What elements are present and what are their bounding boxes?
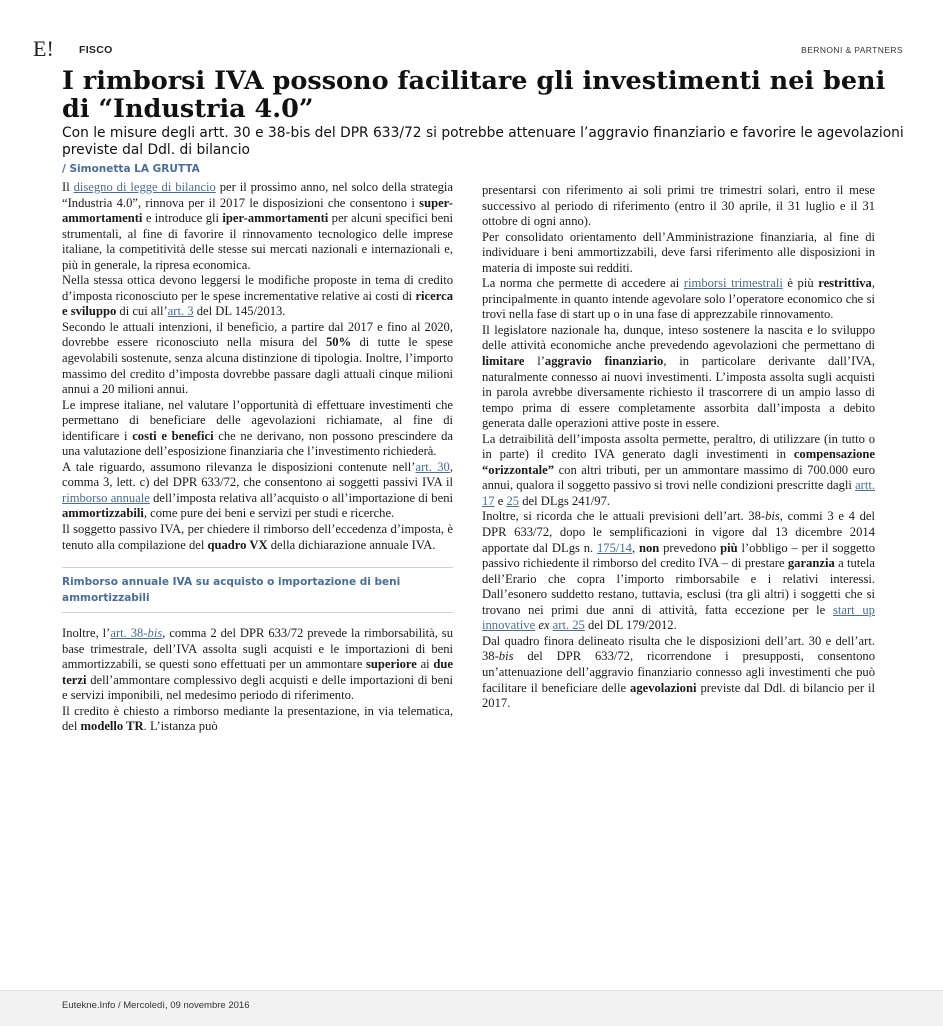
section-label: FISCO [79,44,113,56]
article-author: / Simonetta LA GRUTTA [62,163,200,175]
paragraph: Il legislatore nazionale ha, dunque, inteso sostenere la nascita e lo sviluppo delle attività economiche anche prevedendo agevolazioni che permettano di limitare l’aggravio finanziario, in particolare derivante dall’IVA, naturalmente connesso ai nuovi investimenti. L’imposta assolta sugli acquisti in parola avrebbe diversamente richiesto il trascorrere di un ampio lasso di tempo prima di essere completamente assorbita dall’imposta a debito generata dalle operazioni attive poste in essere. [482,322,875,431]
link-artt-17[interactable]: artt. 17 [482,478,875,508]
paragraph: Il soggetto passivo IVA, per chiedere il rimborso dell’eccedenza d’imposta, è tenuto alla compilazione del quadro VX della dichiarazione annuale IVA. [62,522,453,552]
paragraph: La norma che permette di accedere ai rimborsi trimestrali è più restrittiva, principalmente in quanto intende agevolare solo l’operatore economico che si trovi nella fase di start up o in una fase di apprezzabile rinnovamento. [482,276,875,322]
link-disegno-legge[interactable]: disegno di legge di bilancio [73,180,216,194]
paragraph: Il credito è chiesto a rimborso mediante la presentazione, in via telematica, del modello TR. L’istanza può [62,703,453,734]
article-subtitle: Con le misure degli artt. 30 e 38-bis del DPR 633/72 si potrebbe attenuare l’aggravio finanziario e favorire le agevolazioni previste dal Ddl. di bilancio [62,125,904,158]
link-rimborso-annuale[interactable]: rimborso annuale [62,490,150,505]
paragraph: La detraibilità dell’imposta assolta permette, peraltro, di utilizzare (in tutto o in parte) il credito IVA generato dagli investimenti in compensazione “orizzontale” con altri tributi, per un ammontare massimo di 700.000 euro annui, qualora il soggetto passivo si trovi nelle condizioni prescritte dagli artt. 17 e 25 del DLgs 241/97. [482,431,875,508]
link-175-14[interactable]: 175/14 [597,540,632,555]
link-art-38-bis[interactable]: art. 38-bis [110,626,163,641]
publisher-logo: E! [33,36,54,61]
article-column-left [62,180,453,735]
article-title: I rimborsi IVA possono facilitare gli investimenti nei beni di “Industria 4.0” [62,66,886,124]
paragraph: Secondo le attuali intenzioni, il beneficio, a partire dal 2017 e fino al 2020, dovrebbe essere riconosciuto nella misura del 50% di tutte le spese agevolabili sostenute, senza alcuna distinzione di tipologia. Inoltre, l’importo massimo del credito d’imposta dovrebbe passare dagli attuali cinque milioni annui a 20 milioni annui. [62,319,454,397]
sponsor-label: BERNONI & PARTNERS [801,45,903,55]
paragraph: presentarsi con riferimento ai soli primi tre trimestri solari, entro il mese successivo al periodo di riferimento (entro il 30 aprile, il 31 luglio e il 31 ottobre di ogni anno). [482,183,875,229]
paragraph: Inoltre, si ricorda che le attuali previsioni dell’art. 38-bis, commi 3 e 4 del DPR 633/72, dopo le semplificazioni in vigore dal 13 dicembre 2014 apportate dal DLgs n. 175/14, non prevedono più l’obbligo – per il soggetto passivo richiedente il rimborso del credito IVA – di prestare garanzia a tutela dell’Erario che copra l’importo rimborsabile e i relativi interessi. Dall’esonero suddetto restano, tuttavia, esclusi (tra gli altri) i soggetti che si trovano nei primi due anni di attività, fatta eccezione per le start up innovative ex art. 25 del DL 179/2012. [482,509,876,633]
paragraph: Nella stessa ottica devono leggersi le modifiche proposte in tema di credito d’imposta riconosciuto per le spese incrementative relative ai costi di ricerca e sviluppo di cui all’art. 3 del DL 145/2013. [62,273,453,319]
paragraph: Dal quadro finora delineato risulta che le disposizioni dell’art. 30 e dell’art. 38-bis del DPR 633/72, ricorrendone i presupposti, consentono un’attenuazione dell’aggravio finanziario connesso agli investimenti che può facilitare il beneficiare delle agevolazioni previste dal Ddl. di bilancio per il 2017. [482,633,875,711]
paragraph: Inoltre, l’art. 38-bis, comma 2 del DPR 633/72 prevede la rimborsabilità, su base trimestrale, dell’IVA assolta sugli acquisti e le importazioni di beni ammortizzabili, se questi sono effettuati per un ammontare superiore ai due terzi dell’ammontare complessivo degli acquisti e delle importazioni di beni e servizi imponibili, nel medesimo periodo di riferimento. [62,626,454,703]
link-start-up-innovative[interactable]: start up innovative [482,602,875,633]
link-art-30[interactable]: art. 30 [415,459,450,474]
footer-source-date: Eutekne.Info / Mercoledì, 09 novembre 2016 [62,1000,250,1011]
link-art-3[interactable]: art. 3 [167,304,194,319]
link-art-25[interactable]: art. 25 [552,618,585,633]
paragraph: A tale riguardo, assumono rilevanza le disposizioni contenute nell’art. 30, comma 3, lett. c) del DPR 633/72, che consentono ai soggetti passivi IVA il rimborso annuale dell’imposta relativa all’acquisto o all’importazione di beni ammortizzabili, come pure dei beni e servizi per studi e ricerche. [62,459,453,521]
page-footer [0,990,943,1026]
box-heading: Rimborso annuale IVA su acquisto o importazione di beni ammortizzabili [62,567,453,613]
article-column-right [482,183,875,712]
paragraph: Il disegno di legge di bilancio per il prossimo anno, nel solco della strategia “Industria 4.0”, rinnova per il 2017 le disposizioni che consentono i super-ammortamenti e introduce gli iper-ammortamenti per alcuni specifici beni strumentali, al fine di favorire il rinnovamento tecnologico delle imprese italiane, la competitività delle stesse sui mercati nazionali e internazionali e, più in generale, la ripresa economica. [62,180,453,272]
link-25[interactable]: 25 [506,493,520,508]
paragraph: Le imprese italiane, nel valutare l’opportunità di effettuare investimenti che permettano di beneficiare delle agevolazioni richiamate, al fine di identificare i costi e benefici che ne derivano, non possono prescindere da una valutazione dell’esposizione finanziaria che l’investimento richiederà. [62,397,453,459]
paragraph: Per consolidato orientamento dell’Amministrazione finanziaria, al fine di individuare i beni ammortizzabili, deve farsi riferimento alle disposizioni in materia di imposte sui redditi. [482,229,875,275]
link-rimborsi-trimestrali[interactable]: rimborsi trimestrali [683,276,783,291]
